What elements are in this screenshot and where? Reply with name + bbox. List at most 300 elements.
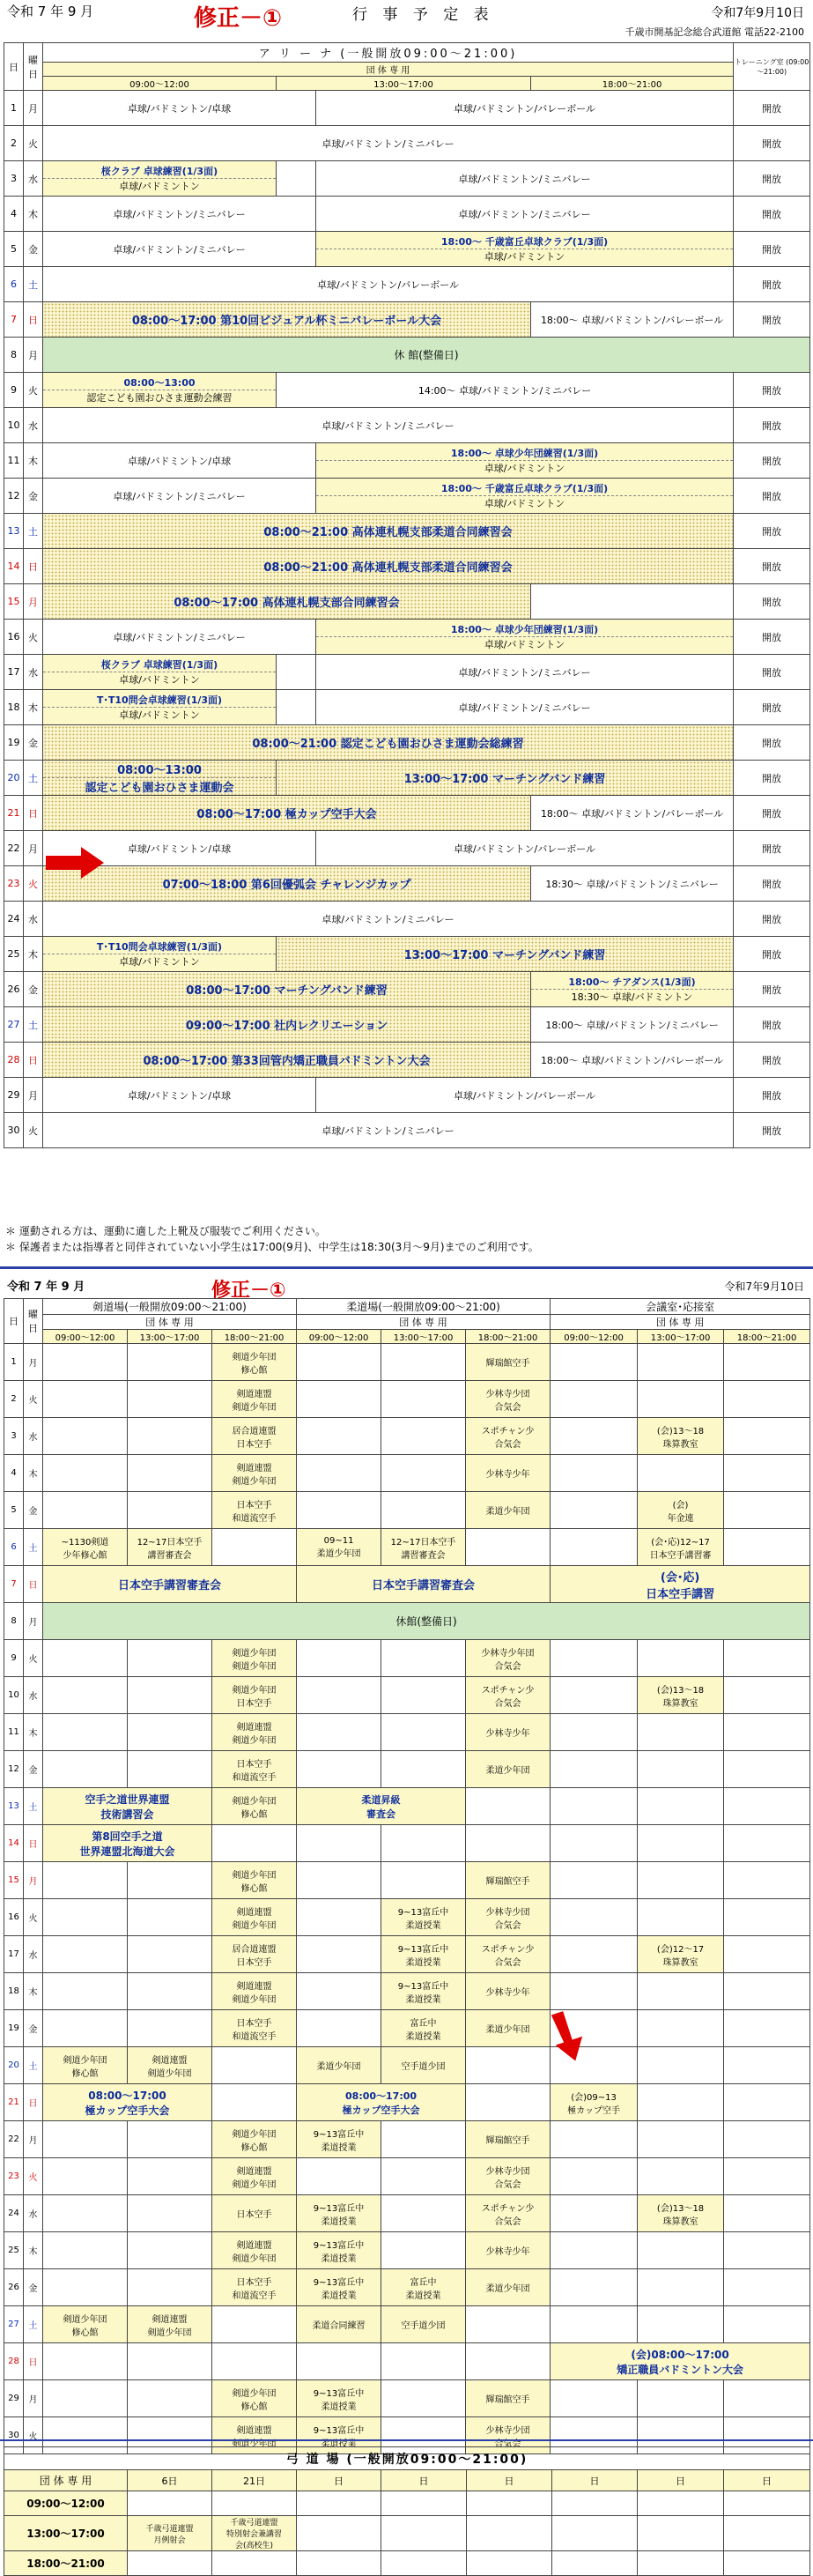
day-number: 24 (4, 902, 24, 937)
dojo-booking: (会)13～18 珠算教室 (638, 2195, 724, 2232)
arena-day-row (4, 761, 810, 796)
day-of-week: 日 (24, 2343, 43, 2380)
dojo-empty-slot (466, 2306, 551, 2343)
day-of-week: 木 (24, 1973, 43, 2010)
kyudo-group-header: 団 体 専 用 (4, 2470, 128, 2491)
dojo-empty-slot (638, 1381, 724, 1418)
arena-booking: 08:00～21:00 認定こども園おひさま運動会総練習 (43, 725, 734, 761)
arena-booking: 卓球/バドミントン/ミニバレー (43, 197, 316, 232)
arena-day-row (4, 408, 810, 443)
dojo-empty-slot (297, 1714, 381, 1751)
dojo-day-row (4, 2306, 810, 2343)
kyudo-col-sun: 日 (638, 2470, 724, 2491)
dojo-empty-slot (551, 1936, 638, 1973)
day-of-week: 火 (24, 1899, 43, 1936)
day-number: 30 (4, 2417, 24, 2454)
training-room-status: 開放 (734, 479, 810, 514)
dojo-empty-slot (297, 2010, 381, 2047)
arena-booking: 07:00～18:00 第6回優弧会 チャレンジカップ (43, 866, 531, 902)
dojo-booking: 剣道連盟 剣道少年団 (212, 1973, 297, 2010)
arena-booking: 18:30～ 卓球/バドミントン/ミニバレー (531, 866, 734, 902)
dojo-booking: 柔道昇級 審査会 (297, 1788, 466, 1825)
kendo-header: 剣道場(一般開放09:00～21:00) (43, 1299, 297, 1315)
dojo-empty-slot (638, 2084, 724, 2121)
training-room-status: 開放 (734, 232, 810, 267)
training-room-status: 開放 (734, 620, 810, 655)
dojo-empty-slot (381, 1825, 466, 1862)
dojo-booking: 空手道少団 (381, 2306, 466, 2343)
day-number: 16 (4, 1899, 24, 1936)
dojo-empty-slot (381, 1492, 466, 1529)
dojo-booking: (会) 年金連 (638, 1492, 724, 1529)
day-number: 30 (4, 1113, 24, 1148)
day-of-week: 木 (24, 2232, 43, 2269)
day-number: 1 (4, 91, 24, 126)
dojo-empty-slot (381, 2195, 466, 2232)
arena-day-row (4, 866, 810, 902)
dojo-booking: 第8回空手之道 世界連盟北海道大会 (43, 1825, 212, 1862)
dojo-empty-slot (724, 1862, 810, 1899)
dojo-day-row (4, 2047, 810, 2084)
day-of-week: 火 (24, 2158, 43, 2195)
day-number: 13 (4, 514, 24, 549)
arena-day-row (4, 479, 810, 514)
dojo-empty-slot (551, 1862, 638, 1899)
day-number: 16 (4, 620, 24, 655)
day-of-week: 木 (24, 197, 43, 232)
dojo-empty-slot (212, 2306, 297, 2343)
arena-booking: 14:00～ 卓球/バドミントン/ミニバレー (277, 373, 734, 408)
dojo-time-slot: 18:00～21:00 (466, 1330, 551, 1344)
day-number: 26 (4, 2269, 24, 2306)
dojo-empty-slot (297, 1899, 381, 1936)
dojo-empty-slot (724, 1899, 810, 1936)
day-number: 9 (4, 373, 24, 408)
arena-booking: 卓球/バドミントン/ミニバレー (43, 232, 316, 267)
day-of-week: 土 (24, 1788, 43, 1825)
arena-booking: 卓球/バドミントン/ミニバレー (316, 161, 734, 197)
dojo-empty-slot (128, 1344, 212, 1381)
training-room-status: 開放 (734, 373, 810, 408)
day-of-week: 月 (24, 1344, 43, 1381)
dojo-booking: 9~13富丘中 柔道授業 (297, 2380, 381, 2417)
dojo-empty-slot (43, 1344, 128, 1381)
day-of-week: 月 (24, 831, 43, 866)
dow-header: 曜日 (24, 43, 43, 91)
dojo-booking: 剣道少年団 修心館 (212, 2380, 297, 2417)
dojo-booking: 日本空手 和道流空手 (212, 1751, 297, 1788)
dojo-empty-slot (381, 2343, 466, 2380)
dojo-empty-slot (724, 2158, 810, 2195)
day-of-week: 水 (24, 2195, 43, 2232)
day-number: 8 (4, 338, 24, 373)
dojo-empty-slot (724, 1751, 810, 1788)
dojo-empty-slot (43, 1862, 128, 1899)
day-number: 8 (4, 1603, 24, 1640)
dojo-booking: 輝瑞館空手 (466, 1862, 551, 1899)
dojo-booking: 柔道合同練習 (297, 2306, 381, 2343)
dojo-empty-slot (551, 2121, 638, 2158)
issue-date: 令和7年9月10日 (711, 6, 804, 20)
day-number: 22 (4, 831, 24, 866)
dojo-empty-slot (128, 2380, 212, 2417)
dojo-empty-slot (724, 1381, 810, 1418)
kyudo-header: 弓 道 場 (一般開放09:00～21:00) (4, 2447, 810, 2470)
dojo-empty-slot (128, 1640, 212, 1677)
dojo-booking: 輝瑞館空手 (466, 2121, 551, 2158)
dojo-empty-slot (551, 2380, 638, 2417)
dojo-empty-slot (466, 1825, 551, 1862)
day-of-week: 火 (24, 126, 43, 161)
day-of-week: 水 (24, 1936, 43, 1973)
dojo-empty-slot (212, 1529, 297, 1566)
dojo-empty-slot (128, 1899, 212, 1936)
arena-day-row (4, 549, 810, 584)
dojo-empty-slot (551, 1899, 638, 1936)
dojo-empty-slot (297, 1344, 381, 1381)
dojo-booking: 少林寺少年 (466, 1973, 551, 2010)
dojo-empty-slot (724, 2232, 810, 2269)
meeting-room-header: 会議室･応接室 (551, 1299, 810, 1315)
day-of-week: 火 (24, 2417, 43, 2454)
arena-day-row (4, 1043, 810, 1078)
dojo-booking: 少林寺少年 (466, 1455, 551, 1492)
arena-day-row (4, 796, 810, 831)
arena-booking (277, 690, 316, 725)
dojo-day-row (4, 2195, 810, 2232)
dojo-empty-slot (297, 1492, 381, 1529)
dojo-day-row (4, 2121, 810, 2158)
dojo-empty-slot (43, 1492, 128, 1529)
dojo-empty-slot (551, 1344, 638, 1381)
dojo-empty-slot (638, 1640, 724, 1677)
dojo-empty-slot (638, 1344, 724, 1381)
dojo-booking: 柔道少年団 (466, 1751, 551, 1788)
dojo-empty-slot (466, 2343, 551, 2380)
dojo-empty-slot (551, 2306, 638, 2343)
dojo-empty-slot (381, 1381, 466, 1418)
day-number: 15 (4, 584, 24, 620)
dojo-time-slot: 13:00～17:00 (381, 1330, 466, 1344)
arena-booking: 18:00～ 千歳富丘卓球クラブ(1/3面) 卓球/バドミントン (316, 232, 734, 267)
dojo-booking: 空手道少団 (381, 2047, 466, 2084)
arena-booking: 卓球/バドミントン/ミニバレー (43, 408, 734, 443)
arena-day-row (4, 91, 810, 126)
arena-booking: 卓球/バドミントン/ミニバレー (43, 902, 734, 937)
arena-booking (277, 161, 316, 197)
training-room-status: 開放 (734, 831, 810, 866)
day-number: 27 (4, 1007, 24, 1043)
dojo-empty-slot (638, 2010, 724, 2047)
day-of-week: 水 (24, 1677, 43, 1714)
slot-afternoon: 13:00～17:00 (277, 77, 531, 91)
dojo-empty-slot (638, 1825, 724, 1862)
arena-booking: 08:00～13:00 認定こども園おひさま運動会 (43, 761, 277, 796)
dojo-empty-slot (551, 2195, 638, 2232)
dojo-booking: 9~13富丘中 柔道授業 (297, 2269, 381, 2306)
note-2: ＊ 保護者または指導者と同伴されていない小学生は17:00(9月)、中学生は18:30(3月～9月)までのご利用です。 (5, 1241, 539, 1253)
facility-name: 千歳市開基記念総合武道館 電話22-2100 (625, 26, 804, 38)
dojo-empty-slot (43, 2232, 128, 2269)
day-number: 23 (4, 866, 24, 902)
day-number: 12 (4, 479, 24, 514)
arena-day-row (4, 902, 810, 937)
arena-booking: 09:00～17:00 社内レクリエーション (43, 1007, 531, 1043)
dojo-booking: 剣道少年団 修心館 (212, 1862, 297, 1899)
dojo-booking: 剣道連盟 剣道少年団 (212, 2417, 297, 2454)
dojo-empty-slot (724, 2269, 810, 2306)
arena-booking: 桜クラブ 卓球練習(1/3面) 卓球/バドミントン (43, 655, 277, 690)
training-room-header: トレーニング室 (09:00～21:00) (734, 43, 810, 91)
kyudo-col-6: 6日 (128, 2470, 212, 2491)
dojo-time-slot: 13:00～17:00 (128, 1330, 212, 1344)
dojo-empty-slot (128, 1492, 212, 1529)
arena-booking: 08:00～17:00 第33回管内矯正職員バドミントン大会 (43, 1043, 531, 1078)
dojo-booking: 剣道少年団 修心館 (212, 1788, 297, 1825)
day-number: 17 (4, 1936, 24, 1973)
dojo-empty-slot (724, 2047, 810, 2084)
dojo-empty-slot (43, 1640, 128, 1677)
dojo-empty-slot (297, 1418, 381, 1455)
dojo-day-row (4, 1825, 810, 1862)
dojo-empty-slot (128, 1714, 212, 1751)
dojo-booking: 富丘中 柔道授業 (381, 2269, 466, 2306)
arena-booking: 18:00～ 卓球/バドミントン/ミニバレー (531, 1007, 734, 1043)
arena-booking: 卓球/バドミントン/バレーボール (316, 1078, 734, 1113)
schedule-header (0, 0, 813, 44)
day-of-week: 月 (24, 2380, 43, 2417)
training-room-status: 開放 (734, 91, 810, 126)
arena-booking: 卓球/バドミントン/卓球 (43, 91, 316, 126)
day-of-week: 土 (24, 1007, 43, 1043)
day-of-week: 火 (24, 1640, 43, 1677)
dojo-empty-slot (638, 1751, 724, 1788)
arena-booking (531, 584, 734, 620)
day-number: 6 (4, 267, 24, 302)
day-of-week: 木 (24, 690, 43, 725)
dojo-empty-slot (381, 1751, 466, 1788)
dojo-empty-slot (551, 1492, 638, 1529)
arena-day-row (4, 373, 810, 408)
dojo-booking: (会)12～17 珠算教室 (638, 1936, 724, 1973)
day-number: 29 (4, 1078, 24, 1113)
training-room-status: 開放 (734, 1043, 810, 1078)
dojo-empty-slot (551, 1529, 638, 1566)
dojo-booking: 12~17日本空手 講習審査会 (128, 1529, 212, 1566)
arena-day-row (4, 161, 810, 197)
arena-booking: 卓球/バドミントン/ミニバレー (43, 620, 316, 655)
day-number: 18 (4, 1973, 24, 2010)
arena-day-row (4, 584, 810, 620)
dojo-booking: 少林寺少団 合気会 (466, 2417, 551, 2454)
dojo-booking: 日本空手講習審査会 (297, 1566, 551, 1603)
day-of-week: 月 (24, 91, 43, 126)
kyudo-event-6: 千歳弓道連盟 月例射会 (128, 2516, 212, 2551)
dojo-booking: 剣道連盟 剣道少年団 (128, 2306, 212, 2343)
dojo-empty-slot (212, 2343, 297, 2380)
dojo-booking: (会･応)12~17 日本空手講習審 (638, 1529, 724, 1566)
day-number: 27 (4, 2306, 24, 2343)
day-number: 10 (4, 1677, 24, 1714)
dojo-booking: 12~17日本空手 講習審査会 (381, 1529, 466, 1566)
dojo-booking: 9~13富丘中 柔道授業 (381, 1936, 466, 1973)
dojo-time-slot: 18:00～21:00 (724, 1330, 810, 1344)
day-number: 15 (4, 1862, 24, 1899)
day-number: 4 (4, 1455, 24, 1492)
dojo-empty-slot (381, 2121, 466, 2158)
day-of-week: 月 (24, 1862, 43, 1899)
dojo-time-slot: 18:00～21:00 (212, 1330, 297, 1344)
day-of-week: 土 (24, 267, 43, 302)
dojo-booking: 少林寺少年 (466, 1714, 551, 1751)
day-number: 29 (4, 2380, 24, 2417)
dojo-empty-slot (638, 2158, 724, 2195)
dojo-empty-slot (551, 2158, 638, 2195)
day-of-week: 火 (24, 373, 43, 408)
day-number: 20 (4, 761, 24, 796)
arena-booking: 18:00～ 卓球/バドミントン/バレーボール (531, 302, 734, 338)
dojo-booking: 輝瑞館空手 (466, 2380, 551, 2417)
dojo-empty-slot (43, 1751, 128, 1788)
dojo-booking: 日本空手 和道流空手 (212, 2010, 297, 2047)
dojo-empty-slot (212, 1825, 297, 1862)
dojo-empty-slot (297, 2158, 381, 2195)
dojo-empty-slot (43, 2195, 128, 2232)
dojo-booking: 富丘中 柔道授業 (381, 2010, 466, 2047)
day-number: 22 (4, 2121, 24, 2158)
dojo-booking: ~1130剣道 少年修心館 (43, 1529, 128, 1566)
day-of-week: 金 (24, 725, 43, 761)
dojo-booking: 少林寺少団 合気会 (466, 1381, 551, 1418)
arena-day-row (4, 620, 810, 655)
dojo-empty-slot (551, 1751, 638, 1788)
day-of-week: 火 (24, 866, 43, 902)
note-1: ＊ 運動される方は、運動に適した上靴及び服装でご利用ください。 (5, 1225, 326, 1237)
dojo-empty-slot (128, 1677, 212, 1714)
dojo-empty-slot (724, 2306, 810, 2343)
dojo-empty-slot (43, 1973, 128, 2010)
dojo-empty-slot (128, 2158, 212, 2195)
dojo-empty-slot (724, 1529, 810, 1566)
dojo-day-row (4, 1381, 810, 1418)
arena-booking: 08:00～17:00 第10回ビジュアル杯ミニバレーボール大会 (43, 302, 531, 338)
dojo-empty-slot (381, 1677, 466, 1714)
day-number: 26 (4, 972, 24, 1007)
dojo-booking: 剣道連盟 剣道少年団 (212, 1714, 297, 1751)
dojo-empty-slot (297, 1973, 381, 2010)
arena-booking (277, 655, 316, 690)
dojo-empty-slot (551, 1640, 638, 1677)
dojo-booking: 柔道少年団 (466, 2269, 551, 2306)
dojo-booking: 剣道少年団 修心館 (212, 2121, 297, 2158)
dojo-day-row (4, 1529, 810, 1566)
dojo-day-row (4, 1455, 810, 1492)
dojo-day-row (4, 2010, 810, 2047)
dojo-time-slot: 13:00～17:00 (638, 1330, 724, 1344)
dojo-empty-slot (724, 1788, 810, 1825)
kyudo-col-sun: 日 (297, 2470, 381, 2491)
dojo-empty-slot (43, 1899, 128, 1936)
dojo-empty-slot (551, 1714, 638, 1751)
era-month: 令和 7 年 9 月 (7, 4, 94, 19)
dojo-booking: 9~13富丘中 柔道授業 (297, 2232, 381, 2269)
day-number: 18 (4, 690, 24, 725)
dojo-empty-slot (297, 1862, 381, 1899)
dojo-empty-slot (551, 2269, 638, 2306)
dojo-empty-slot (638, 1714, 724, 1751)
dojo-empty-slot (638, 2306, 724, 2343)
arena-booking: 卓球/バドミントン/バレーボール (316, 91, 734, 126)
arrow-day21-arena (44, 845, 106, 880)
day-number: 28 (4, 1043, 24, 1078)
day-of-week: 水 (24, 408, 43, 443)
day-of-week: 月 (24, 1603, 43, 1640)
dojo-empty-slot (43, 2121, 128, 2158)
dojo-empty-slot (551, 1381, 638, 1418)
page-title: 行 事 予 定 表 (352, 6, 494, 24)
day-number: 14 (4, 1825, 24, 1862)
dojo-empty-slot (297, 1677, 381, 1714)
dojo-empty-slot (128, 2343, 212, 2380)
arena-booking: 08:00～17:00 極カップ空手大会 (43, 796, 531, 831)
arena-booking: 08:00～13:00 認定こども園おひさま運動会練習 (43, 373, 277, 408)
day-of-week: 金 (24, 1492, 43, 1529)
day-number: 3 (4, 1418, 24, 1455)
day-number: 7 (4, 302, 24, 338)
day-number: 7 (4, 1566, 24, 1603)
dojo-empty-slot (297, 2343, 381, 2380)
arena-booking: 卓球/バドミントン/ミニバレー (43, 126, 734, 161)
dojo-day-row (4, 1973, 810, 2010)
dojo-day-row (4, 2380, 810, 2417)
dojo-booking: (会･応) 日本空手講習 (551, 1566, 810, 1603)
dojo-empty-slot (128, 1751, 212, 1788)
arena-day-row (4, 1078, 810, 1113)
arena-day-row (4, 1113, 810, 1148)
dojo-empty-slot (551, 1825, 638, 1862)
dojo-empty-slot (551, 1788, 638, 1825)
arena-schedule-table (4, 42, 810, 1148)
kyudo-slot-evening: 18:00～21:00 (4, 2551, 128, 2576)
day-of-week: 金 (24, 2269, 43, 2306)
dojo-empty-slot (638, 1899, 724, 1936)
day-of-week: 土 (24, 2047, 43, 2084)
arena-booking: 18:00～ チアダンス(1/3面) 18:30～ 卓球/バドミントン (531, 972, 734, 1007)
dojo-empty-slot (724, 2121, 810, 2158)
dojo-empty-slot (43, 1455, 128, 1492)
dojo-empty-slot (43, 2380, 128, 2417)
arena-day-row (4, 655, 810, 690)
dojo-empty-slot (551, 2232, 638, 2269)
dojo-empty-slot (638, 1455, 724, 1492)
arena-day-row (4, 302, 810, 338)
dojo-day-row (4, 1677, 810, 1714)
dojo-empty-slot (128, 2121, 212, 2158)
dojo-era-month: 令和 7 年 9 月 (7, 1281, 85, 1294)
dojo-empty-slot (297, 1455, 381, 1492)
arena-day-row (4, 443, 810, 479)
dojo-issue-date: 令和7年9月10日 (724, 1281, 804, 1293)
day-of-week: 月 (24, 1078, 43, 1113)
closed-day: 休館(整備日) (43, 1603, 810, 1640)
dojo-empty-slot (551, 1455, 638, 1492)
arena-booking: T･T10問会卓球練習(1/3面) 卓球/バドミントン (43, 937, 277, 972)
dojo-booking: 柔道少年団 (466, 1492, 551, 1529)
day-of-week: 日 (24, 549, 43, 584)
dojo-booking: 柔道少年団 (466, 2010, 551, 2047)
day-of-week: 火 (24, 1381, 43, 1418)
dojo-empty-slot (128, 2010, 212, 2047)
